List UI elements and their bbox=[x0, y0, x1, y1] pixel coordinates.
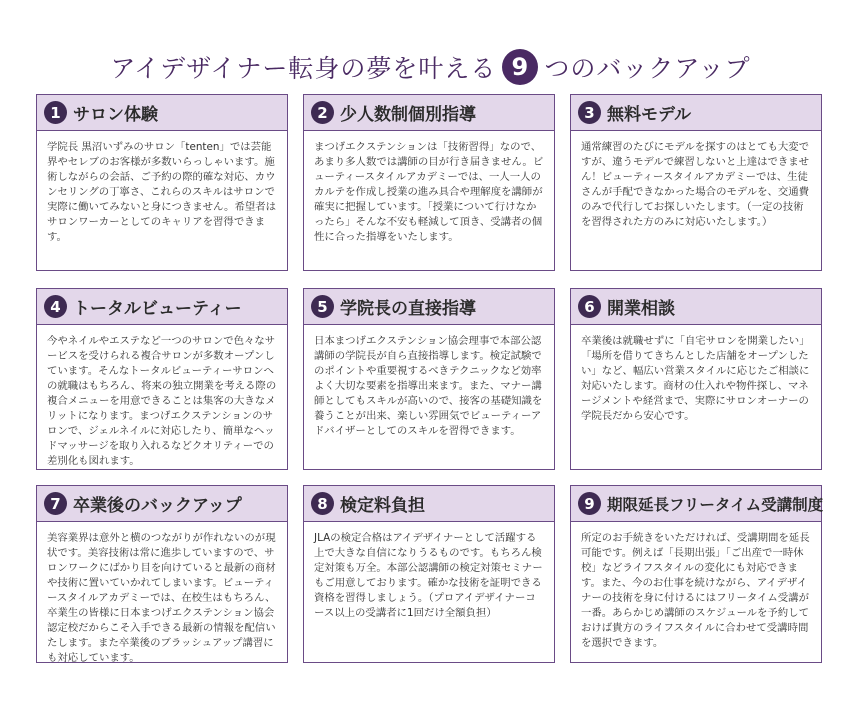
card-body: 今やネイルやエステなど一つのサロンで色々なサービスを受けられる複合サロンが多数オープンしています。そんなトータルビューティーサロンへの就職はもちろん、将来の独立開業を考える際の複合メニューを用意できることは集客の大きなメリットになります。まつげエクステンションのサロンで、ジェルネイルに対応したり、簡単なヘッドマッサージを取り入れるなどクオリティーでの差別化も図れます。 bbox=[47, 335, 277, 467]
card-title: 期限延長フリータイム受講制度 bbox=[607, 495, 824, 514]
page-title bbox=[0, 47, 861, 87]
card-director-instruction bbox=[303, 288, 555, 470]
card-title: サロン体験 bbox=[73, 105, 158, 125]
card-extension-free-time bbox=[570, 485, 822, 663]
number-badge: 2 bbox=[311, 101, 334, 124]
number-badge: 9 bbox=[578, 492, 601, 515]
number-badge: 5 bbox=[311, 295, 334, 318]
card-title: 学院長の直接指導 bbox=[340, 299, 476, 319]
card-title: 検定料負担 bbox=[340, 496, 425, 516]
card-free-model bbox=[570, 94, 822, 271]
card-header bbox=[304, 289, 554, 325]
card-body: まつげエクステンションは「技術習得」なので、あまり多人数では講師の目が行き届きません。ビューティースタイルアカデミーでは、一人一人のカルテを作成し授業の進み具合や理解度を講師が確実に把握しています。「授業について行けなかったら」そんな不安も軽減して頂き、受講者の個性に合った指導をいたします。 bbox=[314, 141, 544, 243]
title-suffix: つのバックアップ bbox=[544, 54, 751, 83]
card-title: 無料モデル bbox=[607, 105, 692, 125]
card-title: 卒業後のバックアップ bbox=[73, 496, 242, 516]
card-body: 学院長 黒沼いずみのサロン「tenten」では芸能界やセレブのお客様が多数いらっしゃいます。施術しながらの会話、ご予約の際的確な対応、カウンセリングの丁寧さ、これらのスキルはサロンで実際に働いてみないと身につきません。希望者はサロンワーカーとしてのキャリアを習得できます。 bbox=[47, 141, 277, 243]
card-header bbox=[304, 95, 554, 131]
card-body: JLAの検定合格はアイデザイナーとして活躍する上で大きな自信になりうるものです。もちろん検定対策も万全。本部公認講師の検定対策セミナーもご用意しております。確かな技術を証明できる資格を習得しましょう。（プロアイデザイナーコース以上の受講者に1回だけ全額負担） bbox=[314, 532, 543, 619]
card-body: 通常練習のたびにモデルを探すのはとても大変ですが、違うモデルで練習しないと上達はできません！ビューティースタイルアカデミーでは、生徒さんが手配できなかった場合のモデルを、交通費のみで代行してお探しいたします。（一定の技術を習得された方のみに対応いたします。） bbox=[581, 141, 810, 228]
card-body: 美容業界は意外と横のつながりが作れないのが現状です。美容技術は常に進歩していますので、サロンワークにばかり目を向けていると最新の商材や技術に置いていかれてしまいます。ビューティースタイルアカデミーでは、在校生はもちろん、卒業生の皆様に日本まつげエクステンション協会認定校だからこそ入手できる最新の情報を配信いたします。また卒業後のブラッシュアップ講習にも対応しています。 bbox=[47, 532, 276, 664]
card-total-beauty bbox=[36, 288, 288, 470]
card-exam-fee-coverage bbox=[303, 485, 555, 663]
card-header bbox=[571, 486, 824, 522]
card-salon-experience bbox=[36, 94, 288, 271]
number-badge: 6 bbox=[578, 295, 601, 318]
number-badge: 7 bbox=[44, 492, 67, 515]
card-title: トータルビューティー bbox=[73, 299, 242, 319]
card-title: 開業相談 bbox=[607, 299, 675, 319]
card-header bbox=[571, 289, 821, 325]
card-header bbox=[37, 95, 287, 131]
card-body: 日本まつげエクステンション協会理事で本部公認講師の学院長が自ら直接指導します。検定試験でのポイントや重要視するべきテクニックなど効率よく大切な要素を指導出来ます。また、マナー講師としてもスキルが高いので、接客の基礎知識を養うことが出来、楽しい雰囲気でビューティーアドバイザーとしてのスキルを習得できます。 bbox=[314, 335, 543, 437]
title-prefix: アイデザイナー転身の夢を叶える bbox=[110, 54, 497, 83]
card-body: 所定のお手続きをいただければ、受講期間を延長可能です。例えば「長期出張」「ご出産で一時休校」などライフスタイルの変化にも対応できます。また、今のお仕事を続けながら、アイデザイナーの技術を身に付けるにはフリータイム受講が一番。あらかじめ講師のスケジュールを予約しておけば貴方のライフスタイルに合わせて受講時間を選択できます。 bbox=[581, 532, 810, 649]
card-business-consultation bbox=[570, 288, 822, 470]
card-header bbox=[571, 95, 821, 131]
number-badge: 4 bbox=[44, 295, 67, 318]
number-badge: 8 bbox=[311, 492, 334, 515]
card-small-group-instruction bbox=[303, 94, 555, 271]
card-post-graduation-support bbox=[36, 485, 288, 663]
card-header bbox=[37, 486, 287, 522]
card-title: 少人数制個別指導 bbox=[340, 105, 476, 125]
card-header bbox=[37, 289, 287, 325]
number-badge: 1 bbox=[44, 101, 67, 124]
card-body: 卒業後は就職せずに「自宅サロンを開業したい」「場所を借りてきちんとした店舗をオープンしたい」など、幅広い営業スタイルに応じたご相談に対応いたします。商材の仕入れや物件探し、マネージメントや経営まで、実際にサロンオーナーの学院長だから安心です。 bbox=[581, 335, 810, 422]
card-header bbox=[304, 486, 554, 522]
title-number-badge: 9 bbox=[502, 49, 538, 85]
number-badge: 3 bbox=[578, 101, 601, 124]
